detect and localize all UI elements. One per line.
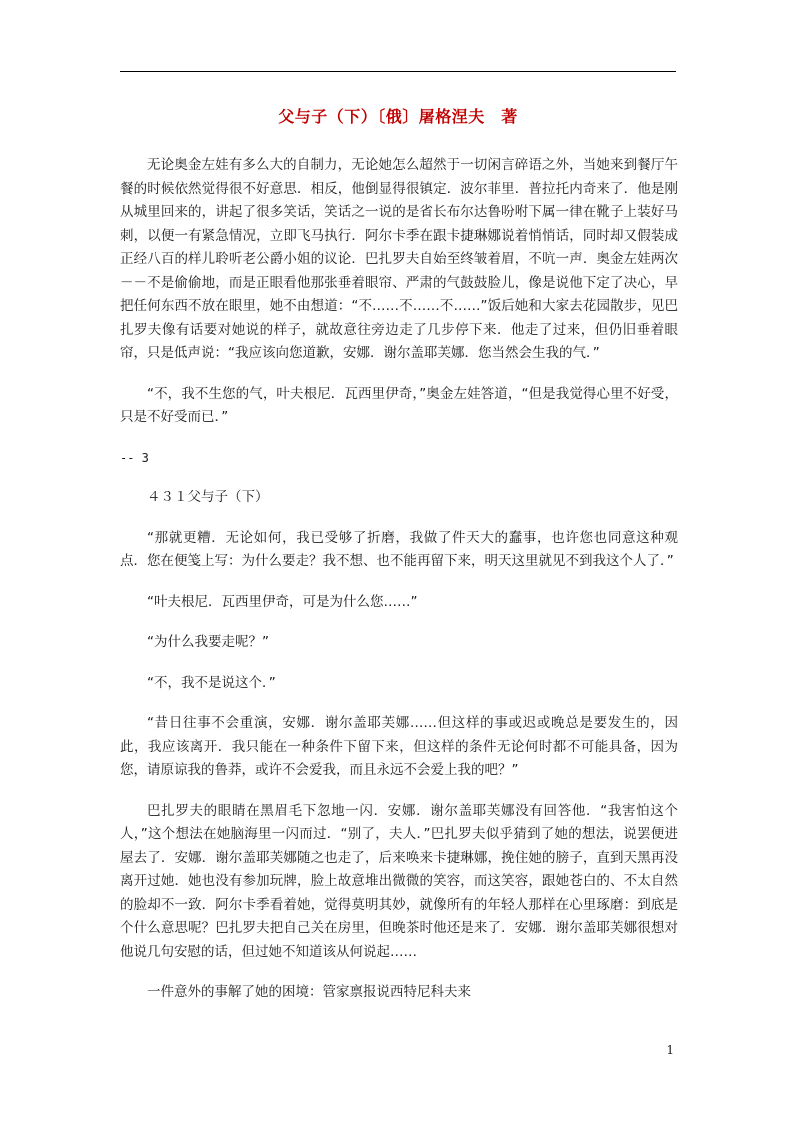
paragraph: “为什么我要走呢？” (147, 634, 269, 650)
header-rule (120, 71, 676, 72)
paragraph: “不，我不是说这个．” (147, 674, 276, 691)
document-title: 父与子（下）〔俄〕屠格涅夫 著 (278, 107, 518, 126)
paragraph: 无论奥金左娃有多么大的自制力，无论她怎么超然于一切闲言碎语之外，当她来到餐厅午餐的时候依然觉得很不好意思．相反，他倒显得很镇定．波尔菲里．普拉托内奇来了．他是刚从城里回来的，讲起了很多笑话，笑话之一说的是省长布尔达鲁吩咐下属一律在靴子上装好马刺，以便一有紧急情况，立即飞马执行．阿尔卡季在跟卡捷琳娜说着悄悄话，同时却又假装成正经八百的样儿聆听老公爵小姐的议论．巴扎罗夫自始至终皱着眉，不吭一声．奥金左娃两次－－不是偷偷地，而是正眼看他那张垂着眼帘、严肃的气鼓鼓脸儿，像是说他下定了决心，早把任何东西不放在眼里，她不由想道：“不……不……不……”饭后她和大家去花园散步，见巴扎罗夫像有话要对她说的样子，就故意往旁边走了几步停下来．他走了过来，但仍旧垂着眼帘，只是低声说：“我应该向您道歉，安娜．谢尔盖耶芙娜．您当然会生我的气．” (120, 157, 678, 361)
section-heading: ４３１父与子（下） (147, 488, 269, 505)
paragraph: 巴扎罗夫的眼睛在黑眉毛下忽地一闪．安娜．谢尔盖耶芙娜没有回答他．“我害怕这个人，”这个想法在她脑海里一闪而过．“别了，夫人．”巴扎罗夫似乎猜到了她的想法，说罢便进屋去了．安娜．谢尔盖耶芙娜随之也走了，后来唤来卡捷琳娜，挽住她的膀子，直到天黑再没离开过她．她也没有参加玩牌，脸上故意堆出微微的笑容，而这笑容，跟她苍白的、不太自然的脸却不一致．阿尔卡季看着她，觉得莫明其妙，就像所有的年轻人那样在心里琢磨：到底是个什么意思呢？巴扎罗夫把自己关在房里，但晚茶时他还是来了．安娜．谢尔盖耶芙娜很想对他说几句安慰的话，但过她不知道该从何说起…… (120, 802, 678, 960)
paragraph: 一件意外的事解了她的困境：管家禀报说西特尼科夫来 (147, 984, 471, 1000)
paragraph: “叶夫根尼．瓦西里伊奇，可是为什么您……” (147, 593, 418, 610)
paragraph: “昔日往事不会重演，安娜．谢尔盖耶芙娜……但这样的事或迟或晚总是要发生的，因此，我应该离开．我只能在一种条件下留下来，但这样的条件无论何时都不可能具备，因为您，请原谅我的鲁莽，或许不会爱我，而且永远不会爱上我的吧？” (120, 715, 678, 778)
paragraph: “不，我不生您的气，叶夫根尼．瓦西里伊奇，”奥金左娃答道，“但是我觉得心里不好受，只是不好受而已．” (120, 385, 678, 425)
document-body (120, 154, 678, 1022)
paragraph: “那就更糟．无论如何，我已受够了折磨，我做了件天大的蠢事，也许您也同意这种观点．您在便笺上写：为什么要走？我不想、也不能再留下来，明天这里就见不到我这个人了．” (120, 529, 678, 569)
page-marker: -- 3 (120, 450, 149, 465)
page-number: 1 (666, 1043, 674, 1057)
